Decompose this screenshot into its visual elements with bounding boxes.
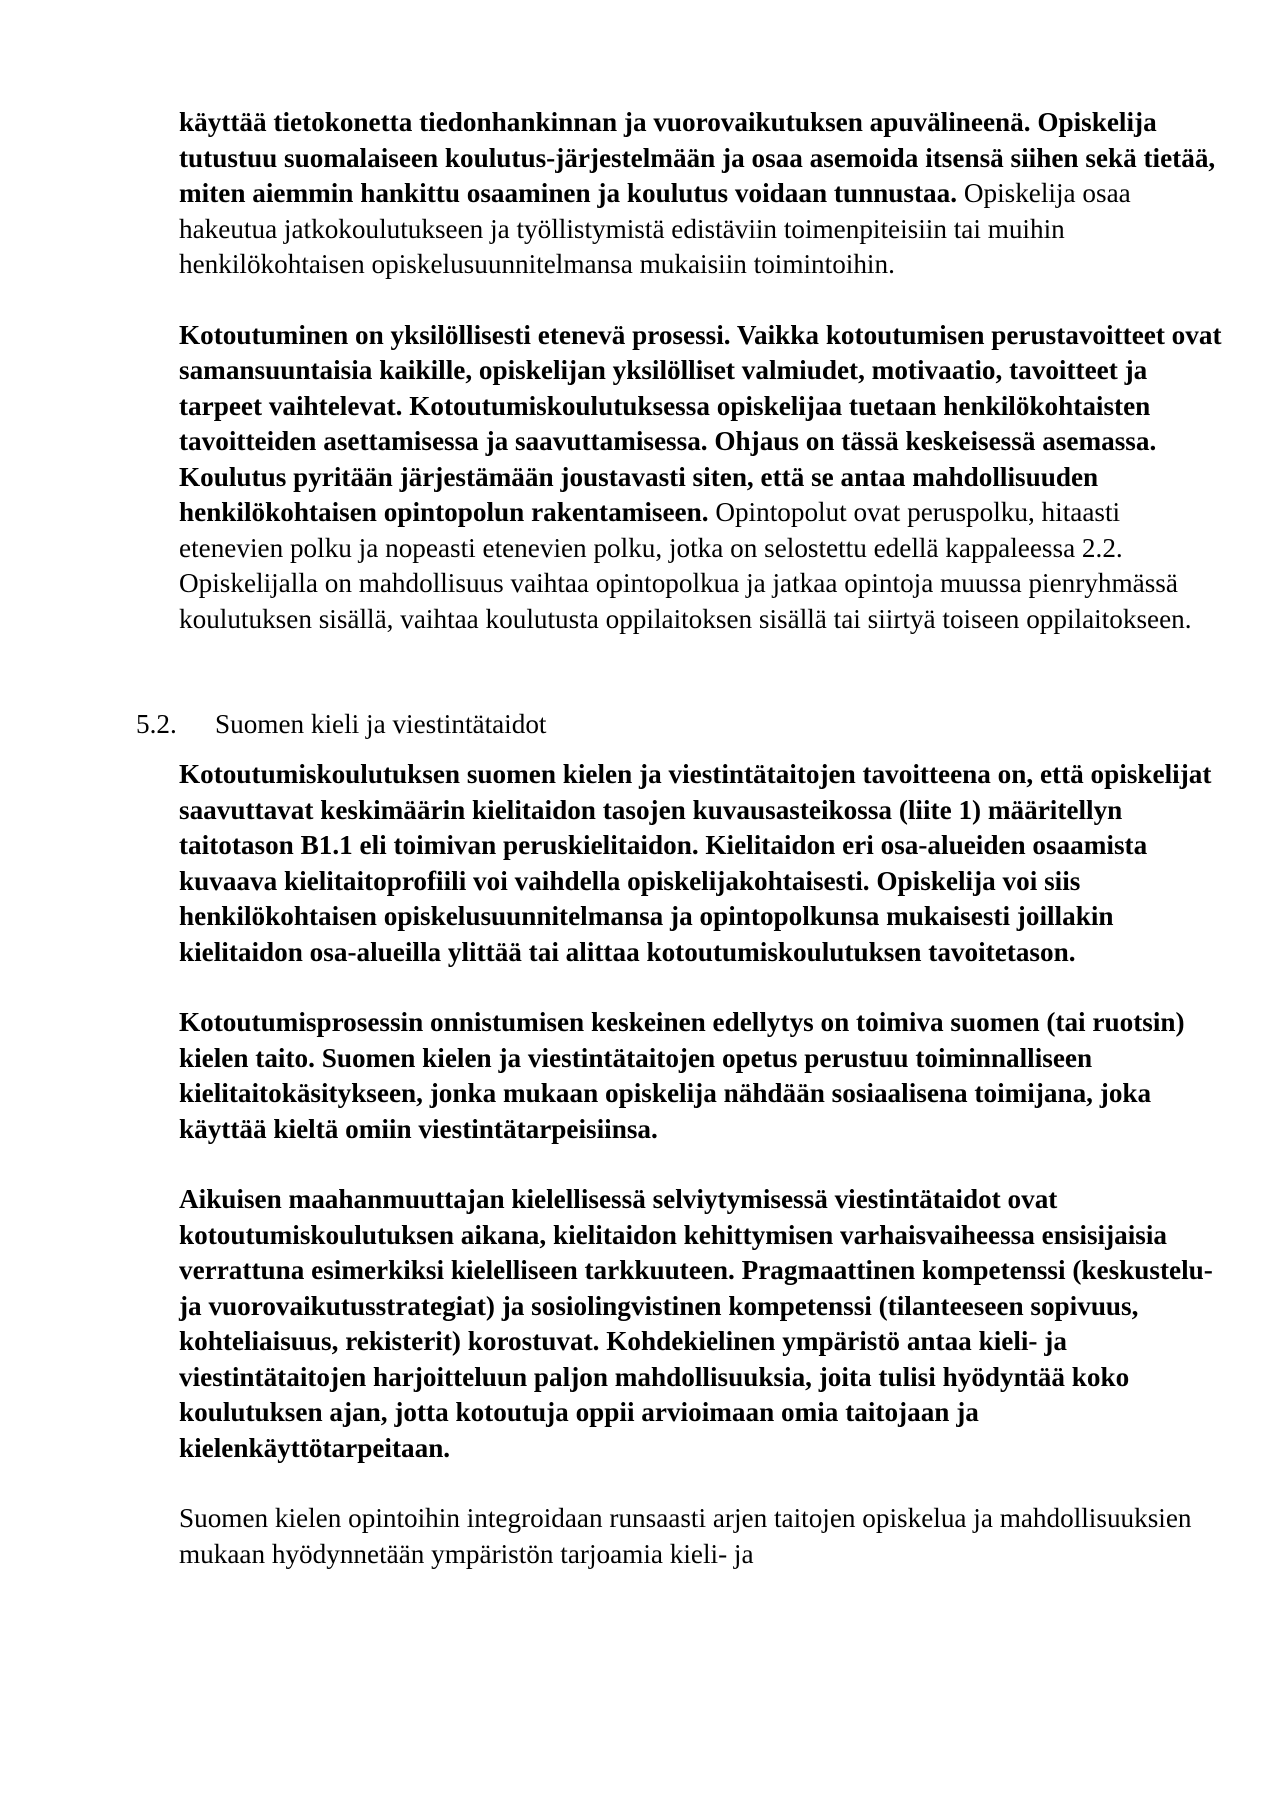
page-body	[136, 105, 1229, 1572]
section-paragraph-3: Aikuisen maahanmuuttajan kielellisessä selviytymisessä viestintätaidot ovat kotoutumiskoulutuksen aikana, kielitaidon kehittymisen varhaisvaiheessa ensisijaisia verrattuna esimerkiksi kielelliseen tarkkuuteen. Pragmaattinen kompetenssi (keskustelu- ja vuorovaikutusstrategiat) ja sosiolingvistinen kompetenssi (tilanteeseen sopivuus, kohteliaisuus, rekisterit) korostuvat. Kohdekielinen ympäristö antaa kieli- ja viestintätaitojen harjoitteluun paljon mahdollisuuksia, joita tulisi hyödyntää koko koulutuksen ajan, jotta kotoutuja oppii arvioimaan omia taitojaan ja kielenkäyttötarpeitaan.	[179, 1184, 1213, 1463]
section-paragraph-2: Kotoutumisprosessin onnistumisen keskeinen edellytys on toimiva suomen (tai ruotsin) kielen taito. Suomen kielen ja viestintätaitojen opetus perustuu toiminnalliseen kielitaitokäsitykseen, jonka mukaan opiskelija nähdään sosiaalisena toimijana, joka käyttää kieltä omiin viestintätarpeisiinsa.	[179, 1007, 1185, 1144]
paragraph-1-regular-text: Opiskelija osaa hakeutua jatkokoulutukseen ja työllistymistä edistäviin toimenpiteisiin tai muihin henkilökohtaisen opiskelusuunnitelmansa mukaisiin toimintoihin.	[179, 178, 1131, 279]
paragraph-1	[179, 105, 1229, 283]
section-paragraph-1: Kotoutumiskoulutuksen suomen kielen ja viestintätaitojen tavoitteena on, että opiskelijat saavuttavat keskimäärin kielitaidon tasojen kuvausasteikossa (liite 1) määritellyn taitotason B1.1 eli toimivan peruskielitaidon. Kielitaidon eri osa-alueiden osaamista kuvaava kielitaitoprofiili voi vaihdella opiskelijakohtaisesti. Opiskelija voi siis henkilökohtaisen opiskelusuunnitelmansa ja opintopolkunsa mukaisesti joillakin kielitaidon osa-alueilla ylittää tai alittaa kotoutumiskoulutuksen tavoitetason.	[179, 759, 1212, 967]
section-number: 5.2.	[136, 709, 177, 739]
paragraph-2	[179, 318, 1229, 638]
paragraph-2-bold-text: Kotoutuminen on yksilöllisesti etenevä prosessi. Vaikka kotoutumisen perustavoitteet ovat samansuuntaisia kaikille, opiskelijan yksilölliset valmiudet, motivaatio, tavoitteet ja tarpeet vaihtelevat. Kotoutumiskoulutuksessa opiskelijaa tuetaan henkilökohtaisten tavoitteiden asettamisessa ja saavuttamisessa. Ohjaus on tässä keskeisessä asemassa. Koulutus pyritään järjestämään joustavasti siten, että se antaa mahdollisuuden henkilökohtaisen opintopolun rakentamiseen.	[179, 319, 1222, 527]
section-title: Suomen kieli ja viestintätaidot	[215, 709, 547, 739]
section-paragraph-4: Suomen kielen opintoihin integroidaan runsaasti arjen taitojen opiskelua ja mahdollisuuksien mukaan hyödynnetään ympäristön tarjoamia kieli- ja	[179, 1503, 1192, 1569]
paragraph-2-regular-text: Opintopolut ovat peruspolku, hitaasti etenevien polku ja nopeasti etenevien polku, jotka on selostettu edellä kappaleessa 2.2. Opiskelijalla on mahdollisuus vaihtaa opintopolkua ja jatkaa opintoja muussa pienryhmässä koulutuksen sisällä, vaihtaa koulutusta oppilaitoksen sisällä tai siirtyä toiseen oppilaitokseen.	[179, 497, 1192, 634]
paragraph-1-bold-text: käyttää tietokonetta tiedonhankinnan ja vuorovaikutuksen apuvälineenä. Opiskelija tutustuu suomalaiseen koulutus-järjestelmään ja osaa asemoida itsensä siihen sekä tietää, miten aiemmin hankittu osaaminen ja koulutus voidaan tunnustaa.	[179, 107, 1216, 208]
section-heading	[136, 707, 1229, 747]
